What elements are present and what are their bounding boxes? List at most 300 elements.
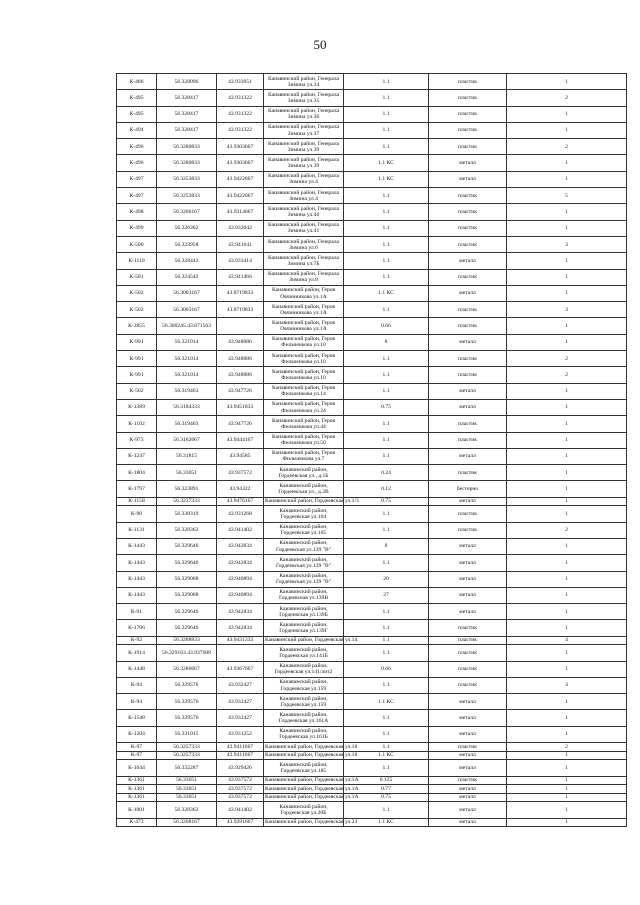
address-cell: Канавинский район, Гордеевская ул.18 <box>265 752 358 759</box>
table-row <box>117 465 627 481</box>
quantity-cell: 1 <box>507 204 627 220</box>
latitude-cell: 56.3253833 <box>157 188 217 204</box>
address-cell: Канавинский район, Героя Фильченкова ул.10 <box>264 351 344 367</box>
latitude-cell: 56.3257333 <box>157 743 217 752</box>
address-cell: Канавинский район, Генерала Зимина ул.37 <box>264 122 344 138</box>
longitude-cell: 43.9411667 <box>217 743 264 752</box>
table-row <box>117 171 627 187</box>
table-row <box>117 448 627 464</box>
quantity-cell: 1 <box>507 538 627 554</box>
longitude-cell: 43.8719833 <box>217 302 264 318</box>
longitude-cell: 43.942834 <box>217 604 264 620</box>
latitude-cell: 56.33051 <box>157 776 217 785</box>
material-cell: пластик <box>429 677 507 693</box>
material-cell: бестерно <box>429 481 507 497</box>
table-row <box>117 743 627 752</box>
table-row <box>117 620 627 636</box>
address-cell: Канавинский район, Гордеевская ул.105 <box>264 522 344 538</box>
latitude-cell: 56.328443 <box>157 253 217 269</box>
table-row <box>117 302 627 318</box>
site-code-cell: К-497 <box>117 171 157 187</box>
table-row <box>117 497 627 506</box>
longitude-cell: 43.9314667 <box>217 204 264 220</box>
site-code-cell: К-1448 <box>117 661 157 677</box>
site-code-cell: К-90 <box>117 506 157 522</box>
quantity-cell: 1 <box>507 645 627 661</box>
site-code-cell: К-991 <box>117 334 157 350</box>
latitude-cell: 56.3184333 <box>157 399 217 415</box>
quantity-cell: 1 <box>507 802 627 818</box>
quantity-cell: 1 <box>507 587 627 603</box>
latitude-cell: 56.3162667 <box>157 432 217 448</box>
table-row <box>117 416 627 432</box>
site-code-cell: К-1204 <box>117 726 157 742</box>
longitude-cell: 43.9303667 <box>217 139 264 155</box>
material-cell: металл <box>429 155 507 171</box>
material-cell: металл <box>429 604 507 620</box>
longitude-cell: 43.948086 <box>217 351 264 367</box>
site-code-cell: К-497 <box>117 188 157 204</box>
latitude-cell: 56.328096 <box>157 74 217 90</box>
table-row <box>117 334 627 350</box>
address-cell: Канавинский район, Генерала Зимина ул.35 <box>264 90 344 106</box>
address-cell: Канавинский район, Генерала Зимина ул.7Б <box>264 253 344 269</box>
latitude-cell: 56.33051 <box>157 785 217 794</box>
quantity-cell: 1 <box>507 334 627 350</box>
address-cell: Канавинский район, Генерала Зимина ул.34 <box>264 74 344 90</box>
latitude-cell: 56.3003167 <box>157 285 217 301</box>
site-code-cell: К-3855 <box>117 318 157 334</box>
material-cell: металл <box>429 383 507 399</box>
site-code-cell: К-486 <box>117 74 157 90</box>
site-code-cell: К-1443 <box>117 538 157 554</box>
volume-cell: 1.1 <box>344 432 429 448</box>
longitude-cell: 43.9431333 <box>217 636 264 645</box>
latitude-cell: 56.33051 <box>157 465 217 481</box>
site-code-cell: К-500 <box>117 236 157 252</box>
volume-cell: 1.1 <box>344 726 429 742</box>
material-cell: пластик <box>429 106 507 122</box>
site-code-cell: К-502 <box>117 383 157 399</box>
table-row <box>117 432 627 448</box>
table-row <box>117 776 627 785</box>
site-code-cell: К-1914 <box>117 645 157 661</box>
table-row <box>117 269 627 285</box>
quantity-cell: 1 <box>507 74 627 90</box>
longitude-cell: 43.942834 <box>217 538 264 554</box>
longitude-cell: 43.942834 <box>217 555 264 571</box>
site-code-cell: К-1548 <box>117 710 157 726</box>
latitude-cell: 56.321014 <box>157 367 217 383</box>
address-cell: Канавинский район, Гордеевская ул.161Б <box>264 726 344 742</box>
material-cell: металл <box>429 171 507 187</box>
table-row <box>117 367 627 383</box>
latitude-cell: 56.329576 <box>157 710 217 726</box>
material-cell: металл <box>429 818 507 827</box>
quantity-cell: 1 <box>507 571 627 587</box>
volume-cell: 1.1 КС <box>344 285 429 301</box>
volume-cell: 1.1 <box>344 636 429 645</box>
address-cell: Канавинский район, Генерала Зимина ул.41 <box>264 220 344 236</box>
material-cell: металл <box>429 760 507 776</box>
table-row <box>117 818 627 827</box>
volume-cell: 1.1 <box>344 506 429 522</box>
volume-cell: 1.1 <box>344 351 429 367</box>
site-code-cell: К-94 <box>117 677 157 693</box>
longitude-cell: 43.9476167 <box>217 497 264 506</box>
volume-cell: 1.1 <box>344 204 429 220</box>
longitude-cell: 43.9444167 <box>217 432 264 448</box>
quantity-cell: 2 <box>507 367 627 383</box>
material-cell: пластик <box>429 236 507 252</box>
material-cell: пластик <box>429 743 507 752</box>
volume-cell: 0.75 <box>344 497 429 506</box>
quantity-cell: 1 <box>507 448 627 464</box>
longitude-cell: 43.941466 <box>217 269 264 285</box>
latitude-cell: 56.33051 <box>157 793 217 802</box>
volume-cell: 0.12 <box>344 481 429 497</box>
latitude-cell: 56.321014 <box>157 351 217 367</box>
material-cell: пластик <box>429 74 507 90</box>
longitude-cell: 43.932427 <box>217 710 264 726</box>
longitude-cell: 43.932427 <box>217 677 264 693</box>
latitude-cell: 56.3288833 <box>157 636 217 645</box>
volume-cell: 0.24 <box>344 465 429 481</box>
quantity-cell: 1 <box>507 785 627 794</box>
latitude-cell: 56.3257333 <box>157 751 217 760</box>
table-row <box>117 220 627 236</box>
quantity-cell: 1 <box>507 726 627 742</box>
longitude-cell: 43.933951 <box>217 74 264 90</box>
address-cell: Канавинский район, Гордеевская ул.1А <box>265 777 359 784</box>
material-cell: пластик <box>429 188 507 204</box>
quantity-cell: 1 <box>507 604 627 620</box>
latitude-cell: 56.300245.43.871563 <box>157 318 217 334</box>
material-cell: металл <box>429 694 507 710</box>
site-code-cell: К-1644 <box>117 760 157 776</box>
longitude-cell: 43.937572 <box>217 776 264 785</box>
longitude-cell: 43.9451833 <box>217 399 264 415</box>
address-cell: Канавинский район, Героя Фильченкова ул.10 <box>264 367 344 383</box>
latitude-cell: 56.326362 <box>157 220 217 236</box>
site-code-cell: К-1247 <box>117 448 157 464</box>
longitude-cell: 43.947726 <box>217 383 264 399</box>
latitude-cell: 56.3003167 <box>157 302 217 318</box>
longitude-cell: 43.929426 <box>217 760 264 776</box>
quantity-cell: 4 <box>507 677 627 693</box>
longitude-cell: 43.9411667 <box>217 751 264 760</box>
material-cell: пластик <box>429 139 507 155</box>
quantity-cell: 2 <box>507 522 627 538</box>
latitude-cell: 56.3268167 <box>157 818 217 827</box>
longitude-cell: 43.94322 <box>217 481 264 497</box>
material-cell: пластик <box>429 351 507 367</box>
latitude-cell: 56.328362 <box>157 802 217 818</box>
longitude-cell <box>217 645 264 661</box>
volume-cell: 1.1 <box>344 522 429 538</box>
address-cell: Канавинский район, Гордеевская ул.1А <box>265 794 359 801</box>
latitude-cell: 56.328417 <box>157 90 217 106</box>
table-row <box>117 785 627 794</box>
site-code-cell: К-991 <box>117 367 157 383</box>
material-cell: металл <box>429 802 507 818</box>
table-row <box>117 726 627 742</box>
latitude-cell: 56.329068 <box>157 587 217 603</box>
address-cell: Канавинский район, Генерала Зимина ул.8 <box>264 269 344 285</box>
material-cell: пластик <box>429 620 507 636</box>
material-cell: металл <box>429 793 507 802</box>
latitude-cell: 56.328417 <box>157 122 217 138</box>
table-row <box>117 751 627 760</box>
volume-cell: 1.1 <box>344 253 429 269</box>
address-cell: Канавинский район, Гордеевская ул.185 <box>264 760 344 776</box>
table-row <box>117 155 627 171</box>
volume-cell: 0.75 <box>344 793 429 802</box>
quantity-cell: 1 <box>507 661 627 677</box>
quantity-cell: 5 <box>507 188 627 204</box>
quantity-cell: 2 <box>507 90 627 106</box>
volume-cell: 1.1 <box>344 122 429 138</box>
volume-cell: 1.1 <box>344 802 429 818</box>
latitude-cell: 56.329163.43.937608 <box>157 645 217 661</box>
table-row <box>117 253 627 269</box>
address-cell: Канавинский район, Гордеевская ул.104 <box>264 506 344 522</box>
quantity-cell: 1 <box>507 269 627 285</box>
address-cell: Канавинский район, Генерала Зимина ул.6 <box>264 236 344 252</box>
address-cell: Канавинский район, Героя Овчинникова ул.1А <box>264 318 344 334</box>
quantity-cell: 1 <box>507 106 627 122</box>
volume-cell: 1.1 <box>344 555 429 571</box>
table-row <box>117 538 627 554</box>
volume-cell: 1.1 <box>344 604 429 620</box>
site-code-cell: К-1706 <box>117 620 157 636</box>
quantity-cell: 1 <box>507 481 627 497</box>
address-cell: Канавинский район, Героя Фильченкова ул.24 <box>264 399 344 415</box>
site-code-cell: К-97 <box>117 751 157 760</box>
longitude-cell: 43.947726 <box>217 416 264 432</box>
material-cell: пластик <box>429 90 507 106</box>
material-cell: металл <box>429 785 507 794</box>
volume-cell: 20 <box>344 571 429 587</box>
material-cell: пластик <box>429 269 507 285</box>
latitude-cell: 56.323958 <box>157 236 217 252</box>
address-cell: Канавинский район, Гордеевская ул.139В <box>264 587 344 603</box>
longitude-cell: 43.940894 <box>217 587 264 603</box>
material-cell: пластик <box>429 465 507 481</box>
latitude-cell: 56.31815 <box>157 448 217 464</box>
latitude-cell: 56.329646 <box>157 555 217 571</box>
table-row <box>117 139 627 155</box>
volume-cell: 1.1 <box>344 269 429 285</box>
volume-cell: 1.1 <box>344 760 429 776</box>
address-cell: Канавинский район, Гордеевская ул.139 "В" <box>264 555 344 571</box>
volume-cell: 1.1 <box>344 236 429 252</box>
volume-cell: 1.1 <box>344 645 429 661</box>
site-code-cell: К-1110 <box>117 253 157 269</box>
address-cell: Канавинский район, Генерала Зимина ул.39 <box>264 139 344 155</box>
site-code-cell: К-496 <box>117 155 157 171</box>
site-code-cell: К-1361 <box>117 776 157 785</box>
table-row <box>117 645 627 661</box>
address-cell: Канавинский район, Героя Фильченкова ул.50 <box>264 432 344 448</box>
volume-cell: 1.1 <box>344 710 429 726</box>
volume-cell: 0.66 <box>344 318 429 334</box>
latitude-cell: 56.3280833 <box>157 155 217 171</box>
site-code-cell: К-1001 <box>117 802 157 818</box>
longitude-cell: 43.940894 <box>217 571 264 587</box>
quantity-cell: 1 <box>507 818 627 827</box>
volume-cell: 0.77 <box>344 785 429 794</box>
latitude-cell: 56.329068 <box>157 571 217 587</box>
longitude-cell: 43.941641 <box>217 236 264 252</box>
material-cell: пластик <box>429 416 507 432</box>
latitude-cell: 56.3266167 <box>157 204 217 220</box>
quantity-cell: 3 <box>507 236 627 252</box>
latitude-cell: 56.3237333 <box>157 497 217 506</box>
material-cell: пластик <box>429 645 507 661</box>
address-cell: Канавинский район, Генерала Зимина ул.39 <box>264 155 344 171</box>
quantity-cell: 1 <box>507 506 627 522</box>
longitude-cell: 43.948086 <box>217 367 264 383</box>
latitude-cell: 56.331015 <box>157 726 217 742</box>
volume-cell: 0.75 <box>344 399 429 415</box>
site-code-cell: К-1797 <box>117 481 157 497</box>
latitude-cell: 56.329646 <box>157 538 217 554</box>
site-code-cell: К-502 <box>117 302 157 318</box>
material-cell: металл <box>429 285 507 301</box>
address-cell: Канавинский район, Героя Овчинникова ул.1А <box>264 285 344 301</box>
material-cell: металл <box>429 555 507 571</box>
longitude-cell: 43.942834 <box>217 620 264 636</box>
address-cell: Канавинский район, Героя Фильченкова ул.10 <box>264 334 344 350</box>
material-cell: металл <box>429 710 507 726</box>
material-cell: пластик <box>429 506 507 522</box>
address-cell: Канавинский район, Генерала Зимина ул.40 <box>264 204 344 220</box>
address-cell: Канавинский район, Гордеевская ул.161А <box>264 710 344 726</box>
volume-cell: 1.1 <box>344 90 429 106</box>
longitude-cell: 43.9303667 <box>217 155 264 171</box>
quantity-cell: 1 <box>507 399 627 415</box>
quantity-cell: 1 <box>507 155 627 171</box>
quantity-cell: 1 <box>507 122 627 138</box>
site-code-cell: К-94 <box>117 694 157 710</box>
quantity-cell: 1 <box>507 620 627 636</box>
table-row <box>117 571 627 587</box>
latitude-cell: 56.323891 <box>157 481 217 497</box>
quantity-cell: 2 <box>507 351 627 367</box>
address-cell: Канавинский район, Гордеевская ул.139 "В" <box>264 538 344 554</box>
latitude-cell: 56.3286667 <box>157 661 217 677</box>
quantity-cell: 1 <box>507 253 627 269</box>
address-cell: Канавинский район, Героя Фильченкова ул.7 <box>264 448 344 464</box>
address-cell: Канавинский район, Героя Фильченкова ул.44 <box>264 416 344 432</box>
volume-cell: 1.1 <box>344 367 429 383</box>
material-cell: пластик <box>429 661 507 677</box>
quantity-cell: 1 <box>507 220 627 236</box>
container-site-table <box>116 73 627 827</box>
site-code-cell: К-494 <box>117 122 157 138</box>
material-cell: металл <box>429 587 507 603</box>
latitude-cell: 56.329646 <box>157 620 217 636</box>
address-cell: Канавинский район, Гордеевская ул.18 <box>265 743 358 750</box>
quantity-cell: 1 <box>507 793 627 802</box>
quantity-cell: 1 <box>507 776 627 785</box>
volume-cell: 8 <box>344 334 429 350</box>
latitude-cell: 56.330319 <box>157 506 217 522</box>
volume-cell: 1.1 <box>344 383 429 399</box>
site-code-cell: К-1361 <box>117 785 157 794</box>
address-cell: Канавинский район, Гордеевская ул.141/лит2 <box>264 661 344 677</box>
address-cell: Канавинский район, Героя Овчинникова ул.1А <box>264 302 344 318</box>
quantity-cell: 4 <box>507 636 627 645</box>
table-row <box>117 661 627 677</box>
quantity-cell: 2 <box>507 139 627 155</box>
address-cell: Канавинский район, Гордеевская ул.139Б <box>264 604 344 620</box>
site-code-cell: К-495 <box>117 90 157 106</box>
material-cell: металл <box>429 538 507 554</box>
longitude-cell: 43.931268 <box>217 506 264 522</box>
material-cell: пластик <box>429 776 507 785</box>
volume-cell: 1.1 <box>344 620 429 636</box>
longitude-cell: 43.94585 <box>217 448 264 464</box>
volume-cell: 1.1 КС <box>344 818 429 827</box>
longitude-cell: 43.941402 <box>217 802 264 818</box>
material-cell: металл <box>429 751 507 760</box>
material-cell: пластик <box>429 432 507 448</box>
longitude-cell: 43.937572 <box>217 793 264 802</box>
table-body <box>117 74 627 827</box>
address-cell: Канавинский район, Гордеевская ул.139Г <box>264 620 344 636</box>
quantity-cell: 1 <box>507 710 627 726</box>
quantity-cell: 1 <box>507 751 627 760</box>
table-row <box>117 90 627 106</box>
volume-cell: 1.1 <box>344 139 429 155</box>
address-cell: Канавинский район, Генерала Зимина ул.4 <box>264 171 344 187</box>
quantity-cell: 3 <box>507 302 627 318</box>
volume-cell: 1.1 <box>344 416 429 432</box>
volume-cell: 0.125 <box>344 776 429 785</box>
table-row <box>117 204 627 220</box>
address-cell: Канавинский район, Гордеевская ул.14 <box>265 637 358 644</box>
table-row <box>117 188 627 204</box>
address-cell: Канавинский район, Гордеевская ул.141Б <box>264 645 344 661</box>
address-cell: Канавинский район, Гордеевская ул., д.1Б <box>264 465 344 481</box>
material-cell: металл <box>429 448 507 464</box>
quantity-cell: 1 <box>507 171 627 187</box>
site-code-cell: К-1158 <box>117 497 157 506</box>
table-row <box>117 106 627 122</box>
address-cell: Канавинский район, Героя Фильченкова ул.14 <box>264 383 344 399</box>
quantity-cell: 1 <box>507 383 627 399</box>
site-code-cell: К-97 <box>117 743 157 752</box>
table-row <box>117 318 627 334</box>
longitude-cell: 43.937572 <box>217 785 264 794</box>
table-row <box>117 760 627 776</box>
longitude-cell: 43.932427 <box>217 694 264 710</box>
latitude-cell: 56.3253833 <box>157 171 217 187</box>
site-code-cell: К-501 <box>117 269 157 285</box>
volume-cell: 1.1 КС <box>344 751 429 760</box>
site-code-cell: К-991 <box>117 351 157 367</box>
table-row <box>117 636 627 645</box>
volume-cell: 1.1 <box>344 106 429 122</box>
latitude-cell: 56.329576 <box>157 677 217 693</box>
table-row <box>117 481 627 497</box>
latitude-cell: 56.328417 <box>157 106 217 122</box>
site-code-cell: К-973 <box>117 432 157 448</box>
material-cell: металл <box>429 399 507 415</box>
address-cell: Канавинский район, Гордеевская ул.1А <box>265 785 359 792</box>
